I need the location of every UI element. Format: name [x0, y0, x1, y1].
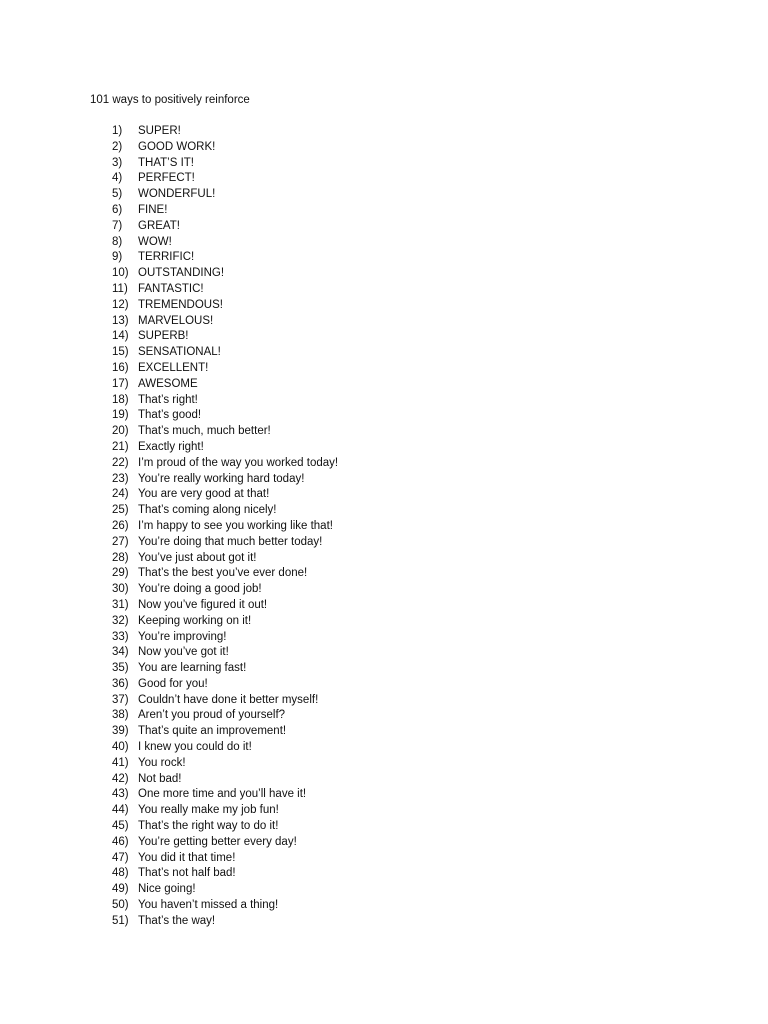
list-item-number: 22): [112, 456, 129, 469]
list-item-text: You did it that time!: [138, 851, 236, 864]
list-item: [112, 803, 338, 819]
list-item: [112, 361, 338, 377]
list-item-text: I’m happy to see you working like that!: [138, 519, 333, 532]
list-item-text: You’ve just about got it!: [138, 551, 257, 564]
list-item: [112, 598, 338, 614]
list-item: [112, 298, 338, 314]
list-item-text: FINE!: [138, 203, 168, 216]
list-item-number: 7): [112, 219, 123, 232]
list-item-text: I knew you could do it!: [138, 741, 252, 754]
list-item-text: You’re getting better every day!: [138, 835, 297, 848]
list-item-number: 43): [112, 788, 129, 801]
list-item: [112, 329, 338, 345]
list-item: [112, 582, 338, 598]
list-item: [112, 535, 338, 551]
list-item-text: OUTSTANDING!: [138, 267, 225, 280]
list-item-text: That’s the best you’ve ever done!: [138, 567, 308, 580]
list-item: [112, 693, 338, 709]
list-item-number: 9): [112, 251, 123, 264]
list-item-number: 10): [112, 267, 129, 280]
list-item-text: Keeping working on it!: [138, 614, 252, 627]
list-item-text: You haven’t missed a thing!: [138, 899, 279, 912]
list-item-number: 6): [112, 203, 123, 216]
list-item-number: 34): [112, 646, 129, 659]
list-item-text: Not bad!: [138, 772, 182, 785]
list-item: [112, 440, 338, 456]
list-item-number: 31): [112, 598, 129, 611]
list-item: [112, 708, 338, 724]
list-item: [112, 408, 338, 424]
list-item-text: Aren’t you proud of yourself?: [138, 709, 286, 722]
list-item-text: THAT’S IT!: [138, 156, 195, 169]
list-item: [112, 614, 338, 630]
list-item-number: 14): [112, 330, 129, 343]
list-item-text: Exactly right!: [138, 440, 204, 453]
list-item: [112, 156, 338, 172]
list-item: [112, 282, 338, 298]
list-item-text: Couldn’t have done it better myself!: [138, 693, 319, 706]
list-item: [112, 187, 338, 203]
list-item-text: I’m proud of the way you worked today!: [138, 456, 339, 469]
list-item-text: SENSATIONAL!: [138, 346, 221, 359]
list-item: [112, 314, 338, 330]
list-item-text: You’re doing that much better today!: [138, 535, 323, 548]
list-item: [112, 645, 338, 661]
list-item-number: 21): [112, 440, 129, 453]
list-item-number: 26): [112, 519, 129, 532]
list-item: [112, 740, 338, 756]
list-item-number: 8): [112, 235, 123, 248]
list-item-text: SUPERB!: [138, 330, 189, 343]
list-item-text: GREAT!: [138, 219, 180, 232]
list-item-text: That’s coming along nicely!: [138, 504, 277, 517]
list-item-text: MARVELOUS!: [138, 314, 214, 327]
list-item-text: You’re doing a good job!: [138, 583, 262, 596]
list-item-text: That’s the way!: [138, 914, 216, 927]
list-item: [112, 851, 338, 867]
reinforcement-list: [112, 124, 338, 930]
list-item-number: 46): [112, 835, 129, 848]
list-item-number: 47): [112, 851, 129, 864]
list-item: [112, 487, 338, 503]
list-item-text: WONDERFUL!: [138, 188, 216, 201]
list-item-number: 12): [112, 298, 129, 311]
list-item-number: 13): [112, 314, 129, 327]
list-item-text: You really make my job fun!: [138, 804, 279, 817]
list-item: [112, 250, 338, 266]
list-item-text: EXCELLENT!: [138, 361, 209, 374]
list-item-text: That’s right!: [138, 393, 198, 406]
list-item-text: Now you’ve got it!: [138, 646, 229, 659]
list-item-number: 24): [112, 488, 129, 501]
list-item-text: You are very good at that!: [138, 488, 270, 501]
list-item-number: 20): [112, 425, 129, 438]
list-item-text: One more time and you’ll have it!: [138, 788, 307, 801]
list-item-number: 4): [112, 172, 123, 185]
list-item-text: Nice going!: [138, 883, 196, 896]
list-item-text: PERFECT!: [138, 172, 195, 185]
list-item: [112, 661, 338, 677]
list-item-number: 18): [112, 393, 129, 406]
list-item-number: 28): [112, 551, 129, 564]
list-item-text: FANTASTIC!: [138, 282, 204, 295]
list-item-text: TREMENDOUS!: [138, 298, 223, 311]
list-item: [112, 819, 338, 835]
list-item: [112, 756, 338, 772]
list-item-text: You’re really working hard today!: [138, 472, 305, 485]
list-item-text: Good for you!: [138, 677, 208, 690]
list-item-text: You are learning fast!: [138, 662, 247, 675]
list-item-text: Now you’ve figured it out!: [138, 598, 268, 611]
list-item: [112, 677, 338, 693]
list-item-number: 15): [112, 346, 129, 359]
list-item-number: 45): [112, 820, 129, 833]
list-item: [112, 566, 338, 582]
list-item-text: AWESOME: [138, 377, 198, 390]
list-item-number: 51): [112, 914, 129, 927]
list-item: [112, 393, 338, 409]
list-item-number: 36): [112, 677, 129, 690]
list-item-number: 27): [112, 535, 129, 548]
list-item: [112, 140, 338, 156]
list-item-number: 48): [112, 867, 129, 880]
list-item: [112, 266, 338, 282]
list-item-number: 50): [112, 899, 129, 912]
list-item-number: 16): [112, 361, 129, 374]
list-item-number: 44): [112, 804, 129, 817]
list-item: [112, 835, 338, 851]
list-item-text: That’s good!: [138, 409, 202, 422]
list-item: [112, 898, 338, 914]
list-item: [112, 203, 338, 219]
list-item-text: GOOD WORK!: [138, 140, 216, 153]
list-item: [112, 424, 338, 440]
list-item: [112, 124, 338, 140]
list-item: [112, 377, 338, 393]
list-item-number: 35): [112, 662, 129, 675]
list-item-number: 2): [112, 140, 123, 153]
list-item-number: 11): [112, 282, 128, 295]
list-item-number: 39): [112, 725, 129, 738]
list-item-number: 38): [112, 709, 129, 722]
list-item: [112, 724, 338, 740]
list-item-number: 19): [112, 409, 129, 422]
list-item-text: SUPER!: [138, 125, 181, 137]
list-item: [112, 551, 338, 567]
list-item: [112, 519, 338, 535]
list-item: [112, 866, 338, 882]
list-item-number: 32): [112, 614, 129, 627]
list-item-text: That’s quite an improvement!: [138, 725, 287, 738]
list-item-text: That’s not half bad!: [138, 867, 236, 880]
list-item: [112, 503, 338, 519]
list-item: [112, 171, 338, 187]
list-item-text: You’re improving!: [138, 630, 227, 643]
list-item: [112, 882, 338, 898]
list-item-number: 42): [112, 772, 129, 785]
list-item-number: 33): [112, 630, 129, 643]
list-item: [112, 630, 338, 646]
list-item-number: 1): [112, 125, 123, 137]
list-item-number: 23): [112, 472, 129, 485]
list-item-text: You rock!: [138, 756, 186, 769]
list-item: [112, 914, 338, 930]
list-item-number: 17): [112, 377, 129, 390]
list-item-text: That’s the right way to do it!: [138, 820, 279, 833]
list-item-text: TERRIFIC!: [138, 251, 195, 264]
list-item-number: 40): [112, 741, 129, 754]
list-item-text: WOW!: [138, 235, 172, 248]
list-item-number: 25): [112, 504, 129, 517]
list-item: [112, 787, 338, 803]
list-item-number: 29): [112, 567, 129, 580]
list-item-number: 5): [112, 188, 123, 201]
list-item: [112, 472, 338, 488]
list-item-number: 30): [112, 583, 129, 596]
list-item-number: 3): [112, 156, 123, 169]
list-item-number: 37): [112, 693, 129, 706]
list-item: [112, 772, 338, 788]
list-item-text: That’s much, much better!: [138, 425, 271, 438]
list-item: [112, 456, 338, 472]
list-item-number: 41): [112, 756, 129, 769]
list-item: [112, 345, 338, 361]
list-item: [112, 235, 338, 251]
list-item: [112, 219, 338, 235]
list-item-number: 49): [112, 883, 129, 896]
document-title: 101 ways to positively reinforce: [90, 94, 250, 106]
